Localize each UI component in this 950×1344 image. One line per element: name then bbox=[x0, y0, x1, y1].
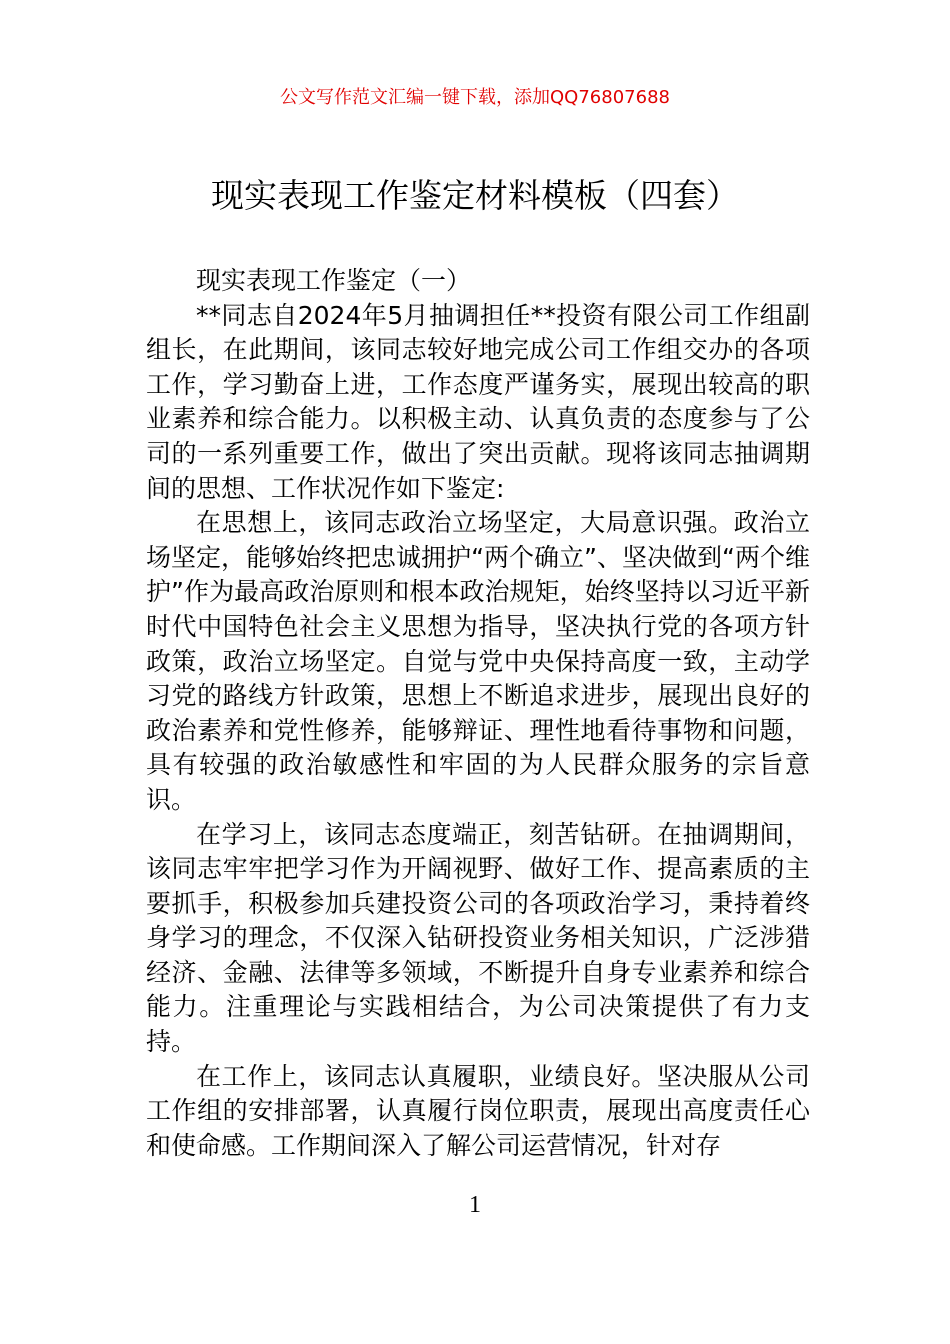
body-paragraph: 在学习上，该同志态度端正，刻苦钻研。在抽调期间，该同志牢牢把学习作为开阔视野、做好工作、提高素质的主要抓手，积极参加兵建投资公司的各项政治学习，秉持着终身学习的理念，不仅深入钻研投资业务相关知识，广泛涉猎经济、金融、法律等多领域，不断提升自身专业素养和综合能力。注重理论与实践相结合，为公司决策提供了有力支持。 bbox=[146, 819, 810, 1057]
body-paragraph: 在工作上，该同志认真履职，业绩良好。坚决服从公司工作组的安排部署，认真履行岗位职责，展现出高度责任心和使命感。工作期间深入了解公司运营情况，针对存 bbox=[146, 1061, 810, 1160]
body-paragraph: **同志自2024年5月抽调担任**投资有限公司工作组副组长，在此期间，该同志较好地完成公司工作组交办的各项工作，学习勤奋上进，工作态度严谨务实，展现出较高的职业素养和综合能力。以积极主动、认真负责的态度参与了公司的一系列重要工作，做出了突出贡献。现将该同志抽调期间的思想、工作状况作如下鉴定: bbox=[146, 300, 810, 503]
page-number: 1 bbox=[469, 1192, 481, 1218]
body-paragraph: 在思想上，该同志政治立场坚定，大局意识强。政治立场坚定，能够始终把忠诚拥护“两个确立”、坚决做到“两个维护”作为最高政治原则和根本政治规矩，始终坚持以习近平新时代中国特色社会主义思想为指导，坚决执行党的各项方针政策，政治立场坚定。自觉与党中央保持高度一致，主动学习党的路线方针政策，思想上不断追求进步，展现出良好的政治素养和党性修养，能够辩证、理性地看待事物和问题，具有较强的政治敏感性和牢固的为人民群众服务的宗旨意识。 bbox=[146, 508, 810, 814]
header-note: 公文写作范文汇编一键下载，添加QQ76807688 bbox=[280, 87, 670, 108]
document-body bbox=[146, 264, 810, 1163]
document-title: 现实表现工作鉴定材料模板（四套） bbox=[211, 176, 739, 215]
section-heading: 现实表现工作鉴定（一） bbox=[196, 266, 472, 295]
